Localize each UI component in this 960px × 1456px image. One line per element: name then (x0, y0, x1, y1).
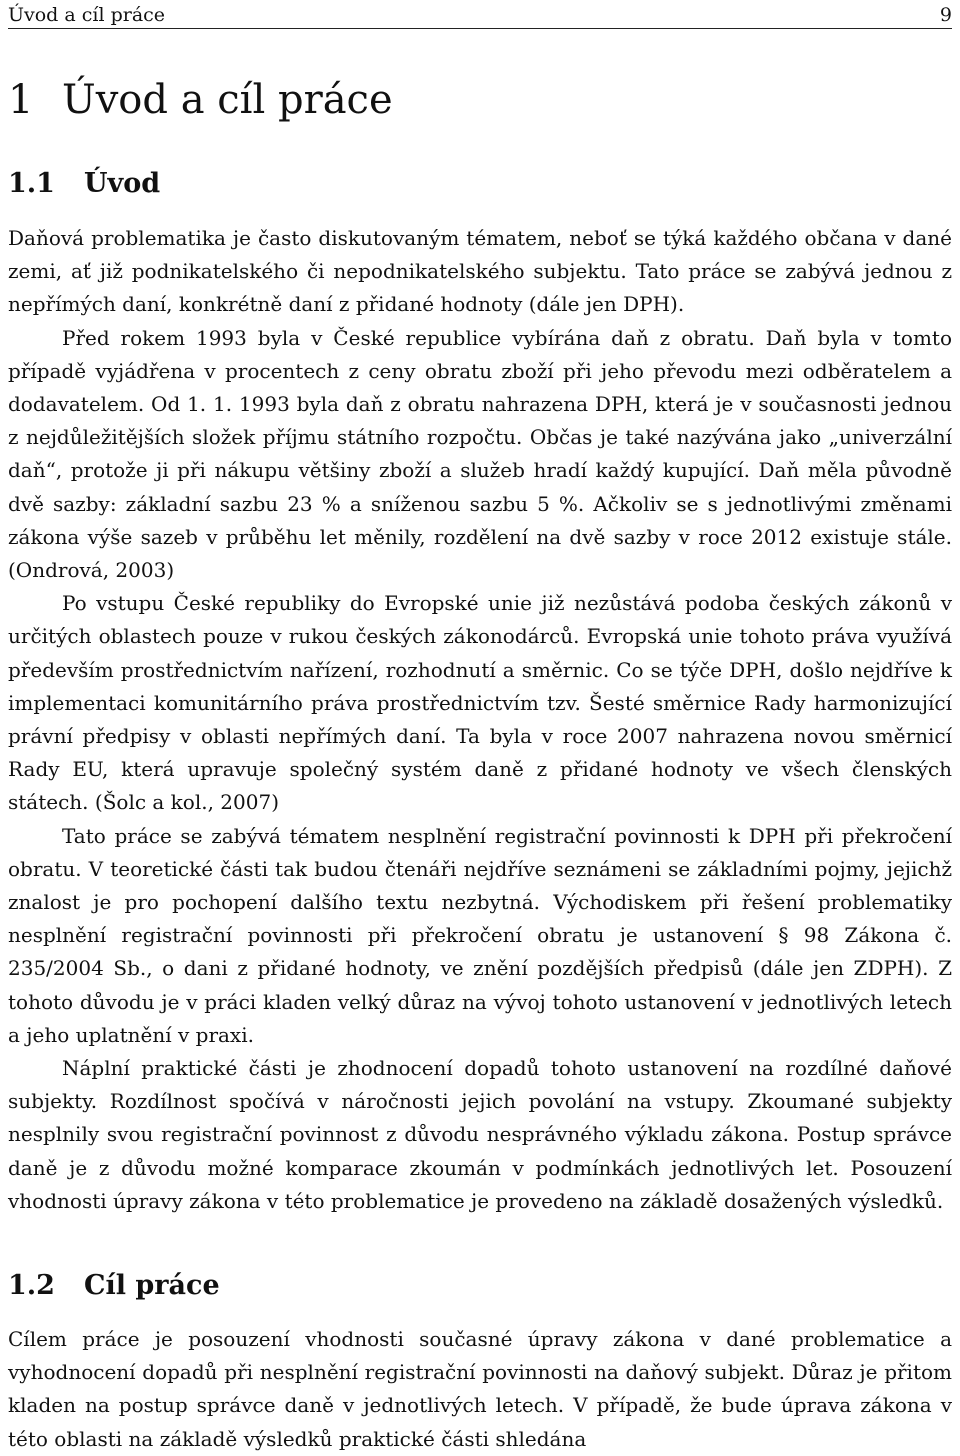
section-number: 1.2 (8, 1270, 55, 1301)
chapter-title: Úvod a cíl práce (62, 77, 393, 123)
section-heading-intro (8, 166, 160, 202)
paragraph: Daňová problematika je často diskutovaným tématem, neboť se týká každého občana v dané zemi, ať již podnikatelského či nepodnikatelského subjektu. Tato práce se zabývá jednou z nepřímých daní, konkrétně daní z přidané hodnoty (dále jen DPH). (8, 226, 952, 317)
chapter-number: 1 (8, 77, 34, 123)
paragraph: Cílem práce je posouzení vhodnosti současné úpravy zákona v dané problematice a vyhodnocení dopadů při nesplnění registrační povinnosti na daňový subjekt. Důraz je přitom kladen na postup správce daně v jednotlivých letech. V případě, že bude úprava zákona v této oblasti na základě výsledků praktické části shledána (8, 1327, 952, 1451)
section-body-goal (8, 1323, 952, 1456)
section-title: Cíl práce (84, 1270, 220, 1301)
paragraph: Tato práce se zabývá tématem nesplnění registrační povinnosti k DPH při překročení obratu. V teoretické části tak budou čtenáři nejdříve seznámeni se základními pojmy, jejichž znalost je pro pochopení dalšího textu nezbytná. Východiskem při řešení problematiky nesplnění registrační povinnosti při překročení obratu je ustanovení § 98 Zákona č. 235/2004 Sb., o dani z přidané hodnoty, ve znění pozdějších předpisů (dále jen ZDPH). Z tohoto důvodu je v práci kladen velký důraz na vývoj tohoto ustanovení v jednotlivých letech a jeho uplatnění v praxi. (8, 823, 952, 1047)
running-header (8, 2, 952, 29)
section-number: 1.1 (8, 168, 55, 199)
paragraph: Náplní praktické části je zhodnocení dopadů tohoto ustanovení na rozdílné daňové subjekty. Rozdílnost spočívá v náročnosti jejich povolání na vstupy. Zkoumané subjekty nesplnily svou registrační povinnost z důvodu nesprávného výkladu zákona. Postup správce daně je z důvodu možné komparace zkoumán v podmínkách jednotlivých let. Posouzení vhodnosti úpravy zákona v této problematice je provedeno na základě dosažených výsledků. (8, 1056, 952, 1213)
paragraph: Po vstupu České republiky do Evropské unie již nezůstává podoba českých zákonů v určitých oblastech pouze v rukou českých zákonodárců. Evropská unie tohoto práva využívá především prostřednictvím nařízení, rozhodnutí a směrnic. Co se týče DPH, došlo nejdříve k implementaci komunitárního práva prostřednictvím tzv. Šesté směrnice Rady harmonizující právní předpisy v oblasti nepřímých daní. Ta byla v roce 2007 nahrazena novou směrnicí Rady EU, která upravuje společný systém daně z přidané hodnoty ve všech členských státech. (Šolc a kol., 2007) (8, 591, 952, 815)
running-header-title: Úvod a cíl práce (8, 4, 166, 26)
page-number: 9 (939, 4, 952, 26)
paragraph: Před rokem 1993 byla v České republice vybírána daň z obratu. Daň byla v tomto případě vyjádřena v procentech z ceny obratu zboží při jeho převodu mezi odběratelem a dodavatelem. Od 1. 1. 1993 byla daň z obratu nahrazena DPH, která je v současnosti jednou z nejdůležitějších složek příjmu státního rozpočtu. Občas je také nazývána jako „univerzální daň“, protože ji při nákupu většiny zboží a služeb hradí každý kupující. Daň měla původně dvě sazby: základní sazbu 23 % a sníženou sazbu 5 %. Ačkoliv se s jednotlivými změnami zákona výše sazeb v průběhu let měnily, rozdělení na dvě sazby v roce 2012 existuje stále. (Ondrová, 2003) (8, 325, 952, 583)
section-heading-goal (8, 1268, 220, 1304)
section-body-intro (8, 222, 952, 1218)
section-title: Úvod (84, 168, 161, 199)
chapter-heading (8, 72, 393, 128)
